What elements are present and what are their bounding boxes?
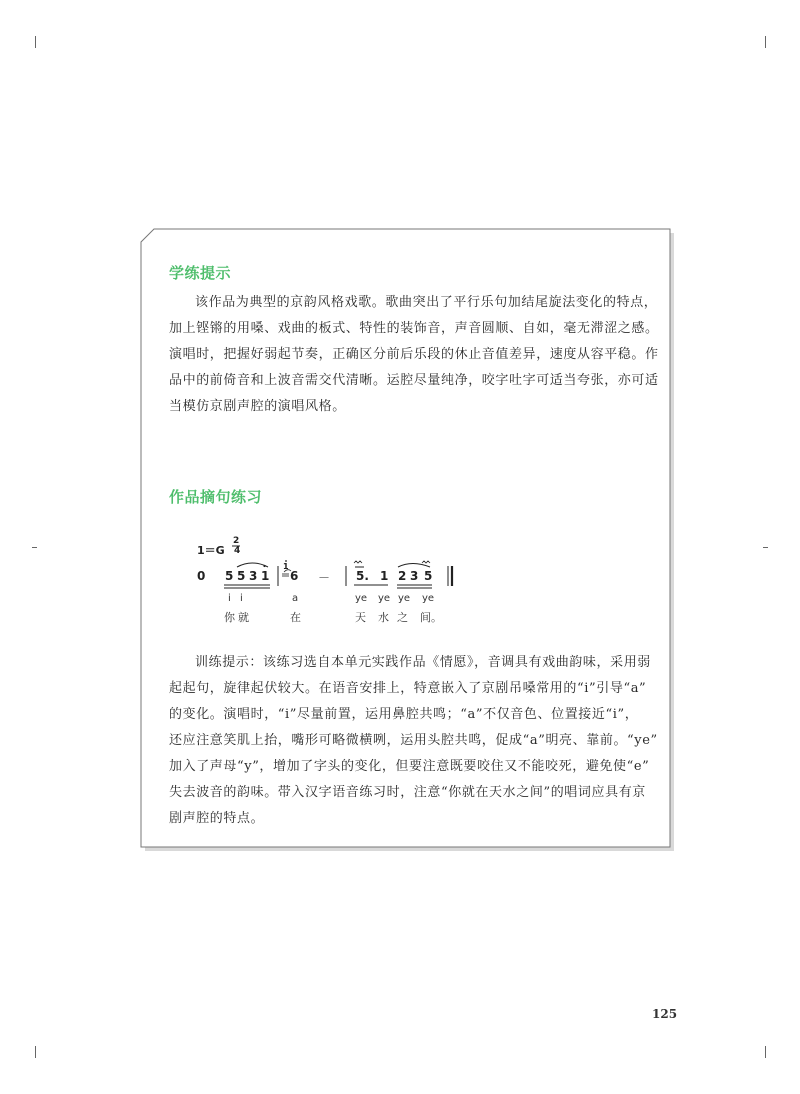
dash: － xyxy=(318,571,331,585)
pinyin-lyric: ye xyxy=(355,593,368,604)
pinyin-lyric: a xyxy=(292,593,299,604)
rest-note: 0 xyxy=(197,569,206,583)
pinyin-lyric: i xyxy=(240,593,243,604)
pinyin-lyric: ye xyxy=(398,593,411,604)
pinyin-lyric: i xyxy=(228,593,231,604)
note: 3 xyxy=(249,569,258,583)
pinyin-lyric: ye xyxy=(378,593,391,604)
pinyin-lyric: ye xyxy=(422,593,435,604)
note: 5 xyxy=(225,569,234,583)
text-line: 失去波音的韵味。带入汉字语音练习时，注意“你就在天水之间”的唱词应具有京 xyxy=(169,785,646,800)
hanzi-lyric: 就 xyxy=(238,611,249,624)
text-line: 加入了声母“y”，增加了字头的变化，但要注意既要咬住又不能咬死，避免使“e” xyxy=(169,759,650,774)
time-signature-bottom: 4 xyxy=(234,546,241,556)
note: 3 xyxy=(410,569,419,583)
text-line: 剧声腔的特点。 xyxy=(169,811,265,826)
hanzi-lyric: 水 xyxy=(378,611,389,624)
training-tips-paragraph xyxy=(169,650,668,832)
text-line: 的变化。演唱时，“i”尽量前置，运用鼻腔共鸣；“a”不仅音色、位置接近“i”， xyxy=(169,707,639,722)
time-signature-top: 2 xyxy=(233,536,240,546)
note: 5 xyxy=(237,569,246,583)
note: 1 xyxy=(261,569,270,583)
text-line: 品中的前倚音和上波音需交代清晰。运腔尽量纯净，咬字吐字可适当夸张，亦可适 xyxy=(169,373,659,388)
note: 1 xyxy=(380,569,389,583)
hanzi-lyric: 在 xyxy=(290,611,301,624)
text-line: 还应注意笑肌上抬，嘴形可略微横咧，运用头腔共鸣，促成“a”明亮、靠前。“ye” xyxy=(169,733,658,748)
section-heading-excerpt-practice: 作品摘句练习 xyxy=(169,488,263,506)
text-line: 起起句，旋律起伏较大。在语音安排上，特意嵌入了京剧吊嗓常用的“i”引导“a” xyxy=(169,681,647,696)
hanzi-lyric: 间。 xyxy=(420,611,442,624)
text-line: 该作品为典型的京韵风格戏歌。歌曲突出了平行乐句加结尾旋法变化的特点， xyxy=(195,295,658,310)
section-heading-practice-tips: 学练提示 xyxy=(169,264,232,282)
grace-note: 1 xyxy=(283,562,289,571)
text-line: 当模仿京剧声腔的演唱风格。 xyxy=(169,399,346,414)
note: 2 xyxy=(398,569,407,583)
text-line: 演唱时，把握好弱起节奏，正确区分前后乐段的休止音值差异，速度从容平稳。作 xyxy=(169,347,659,362)
note: 5 xyxy=(424,569,433,583)
note: 5. xyxy=(356,569,369,583)
note: 6 xyxy=(290,569,299,583)
hanzi-lyric: 你 xyxy=(224,611,235,624)
text-line: 加上铿锵的用嗓、戏曲的板式、特性的装饰音，声音圆顺、自如，毫无滞涩之感。 xyxy=(169,321,659,336)
key-signature: 1＝G xyxy=(197,544,225,557)
hanzi-lyric: 天 xyxy=(355,611,366,624)
hanzi-lyric: 之 xyxy=(397,611,408,624)
text-line: 训练提示：该练习选自本单元实践作品《情愿》，音调具有戏曲韵味，采用弱 xyxy=(195,655,651,670)
page-number: 125 xyxy=(652,1007,678,1021)
